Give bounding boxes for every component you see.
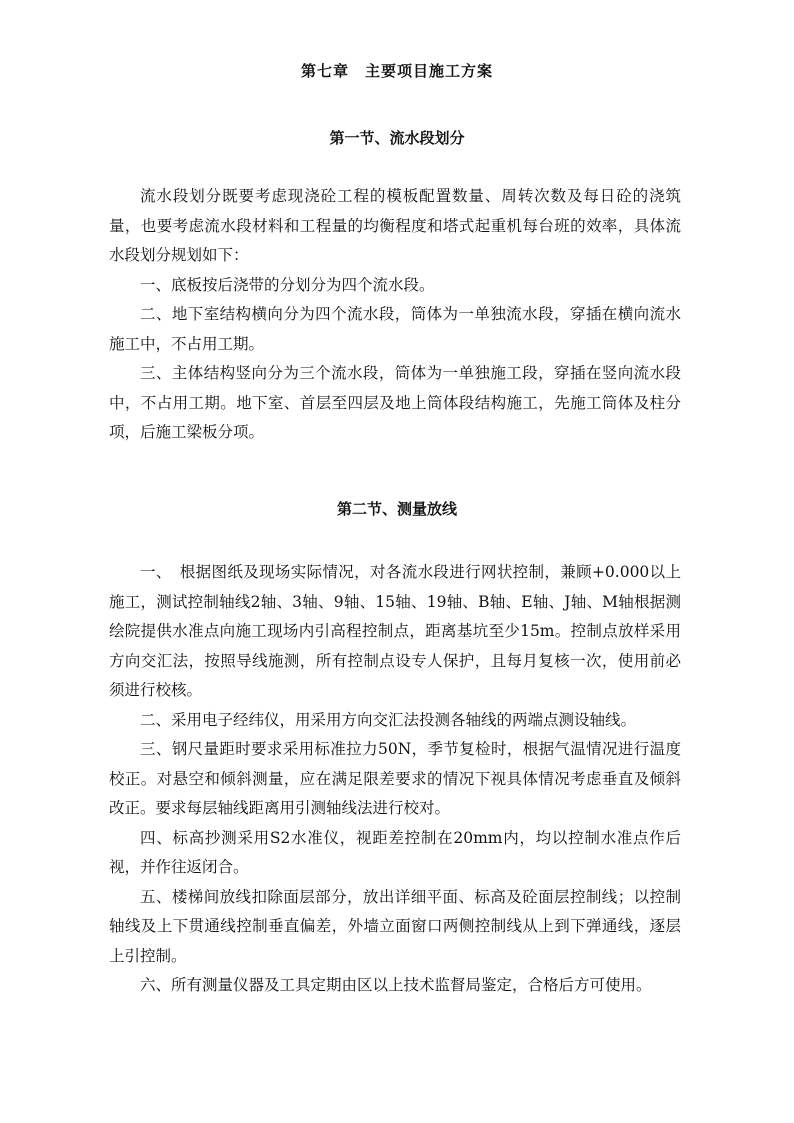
section-1-body bbox=[109, 182, 681, 448]
section-2-title: 第二节、测量放线 bbox=[336, 500, 457, 518]
section-2-paragraph-6: 六、所有测量仪器及工具定期由区以上技术监督局鉴定，合格后方可使用。 bbox=[140, 976, 652, 994]
section-2-body bbox=[109, 558, 681, 1001]
section-1-paragraph-4: 三、主体结构竖向分为三个流水段，筒体为一单独施工段，穿插在竖向流水段中，不占用工期。地下室、首层至四层及地上筒体段结构施工，先施工筒体及柱分项，后施工梁板分项。 bbox=[109, 364, 681, 441]
section-1-paragraph-2: 一、底板按后浇带的分划分为四个流水段。 bbox=[140, 275, 435, 294]
chapter-title: 第七章 主要项目施工方案 bbox=[300, 62, 493, 80]
section-1-paragraph-3: 二、地下室结构横向分为四个流水段，筒体为一单独流水段，穿插在横向流水施工中，不占用工期。 bbox=[109, 305, 681, 353]
section-2-paragraph-4: 四、标高抄测采用S2水准仪，视距差控制在20mm内，均以控制水准点作后视，并作往返闭合。 bbox=[109, 828, 681, 876]
section-2-paragraph-3: 三、钢尺量距时要求采用标准拉力50N，季节复检时，根据气温情况进行温度校正。对悬空和倾斜测量，应在满足限差要求的情况下视具体情况考虑垂直及倾斜改正。要求每层轴线距离用引测轴线法进行校对。 bbox=[109, 740, 681, 817]
section-2-paragraph-1: 一、 根据图纸及现场实际情况，对各流水段进行网状控制，兼顾+0.000以上施工，测试控制轴线2轴、3轴、9轴、15轴、19轴、B轴、E轴、J轴、M轴根据测绘院提供水准点向施工现场内引高程控制点，距离基坑至少15m。控制点放样采用方向交汇法，按照导线施测，所有控制点设专人保护，且每月复核一次，使用前必须进行校核。 bbox=[109, 563, 681, 699]
section-1-title: 第一节、流水段划分 bbox=[329, 129, 465, 147]
section-2-paragraph-2: 二、采用电子经纬仪，用采用方向交汇法投测各轴线的两端点测设轴线。 bbox=[140, 710, 637, 729]
section-1-paragraph-1: 流水段划分既要考虑现浇砼工程的模板配置数量、周转次数及每日砼的浇筑量，也要考虑流水段材料和工程量的均衡程度和塔式起重机每台班的效率，具体流水段划分规划如下： bbox=[109, 187, 681, 264]
section-2-paragraph-5: 五、楼梯间放线扣除面层部分，放出详细平面、标高及砼面层控制线；以控制轴线及上下贯通线控制垂直偏差，外墙立面窗口两侧控制线从上到下弹通线，逐层上引控制。 bbox=[109, 887, 681, 965]
